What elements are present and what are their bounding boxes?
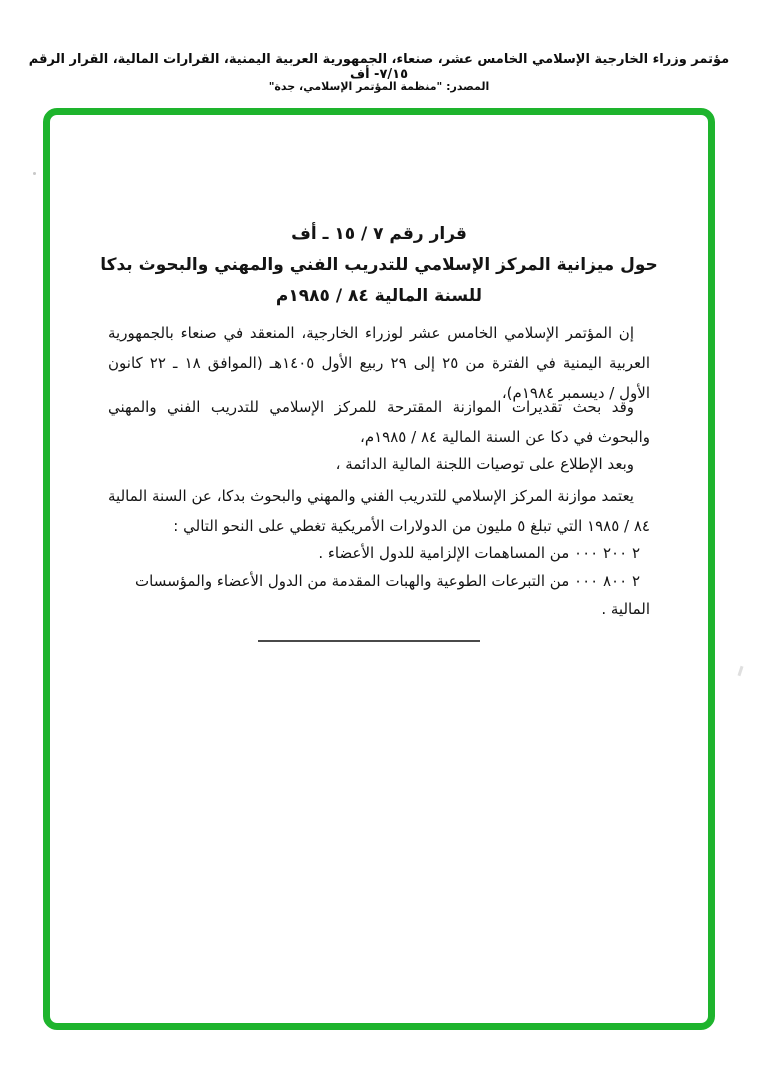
resolution-subject-line: حول ميزانية المركز الإسلامي للتدريب الفني والمهني والبحوث بدكا xyxy=(100,255,658,275)
document-body xyxy=(50,115,708,1023)
budget-breakdown-list xyxy=(108,539,650,623)
budget-item-voluntary-donations xyxy=(108,567,650,623)
scan-artifact xyxy=(33,172,36,175)
scan-artifact xyxy=(738,666,744,676)
document-frame xyxy=(43,108,715,1030)
paragraph-committee-recommendations: وبعد الإطلاع على توصيات اللجنة المالية الدائمة ، xyxy=(335,455,634,473)
paragraph-budget-adoption: يعتمد موازنة المركز الإسلامي للتدريب الفني والمهني والبحوث بدكا، عن السنة المالية ٨٤ / ١٩٨٥ التي تبلغ ٥ مليون من الدولارات الأمريكية تغطي على النحو التالي : xyxy=(108,487,650,535)
header-conference-line: مؤتمر وزراء الخارجية الإسلامي الخامس عشر، صنعاء، الجمهورية العربية اليمنية، القرارات المالية، القرار الرقم ٧/١٥- أف xyxy=(28,52,730,82)
separator-line xyxy=(258,640,480,642)
paragraph-budget-review: وقد بحث تقديرات الموازنة المقترحة للمركز الإسلامي للتدريب الفني والمهني والبحوث في دكا عن السنة المالية ٨٤ / ١٩٨٥م، xyxy=(108,398,650,446)
budget-item-label: من المساهمات الإلزامية للدول الأعضاء . xyxy=(318,544,570,562)
budget-item-label: من التبرعات الطوعية والهبات المقدمة من الدول الأعضاء والمؤسسات المالية . xyxy=(135,572,650,618)
fiscal-year-line: للسنة المالية ٨٤ / ١٩٨٥م xyxy=(275,286,483,306)
header-source-line: المصدر: "منظمة المؤتمر الإسلامي، جدة" xyxy=(268,80,490,93)
document-title xyxy=(50,219,708,312)
budget-amount: ٢ ٢٠٠ ٠٠٠ xyxy=(574,544,640,562)
budget-amount: ٢ ٨٠٠ ٠٠٠ xyxy=(574,572,640,590)
paragraph-preamble-conference: إن المؤتمر الإسلامي الخامس عشر لوزراء الخارجية، المنعقد في صنعاء بالجمهورية العربية اليمنية في الفترة من ٢٥ إلى ٢٩ ربيع الأول ١٤٠٥هـ (الموافق ١٨ ـ ٢٢ كانون الأول / ديسمبر ١٩٨٤م)، xyxy=(108,324,651,402)
budget-item-obligatory-contributions xyxy=(108,539,650,567)
resolution-number-line: قرار رقم ٧ / ١٥ ـ أف xyxy=(291,224,467,244)
